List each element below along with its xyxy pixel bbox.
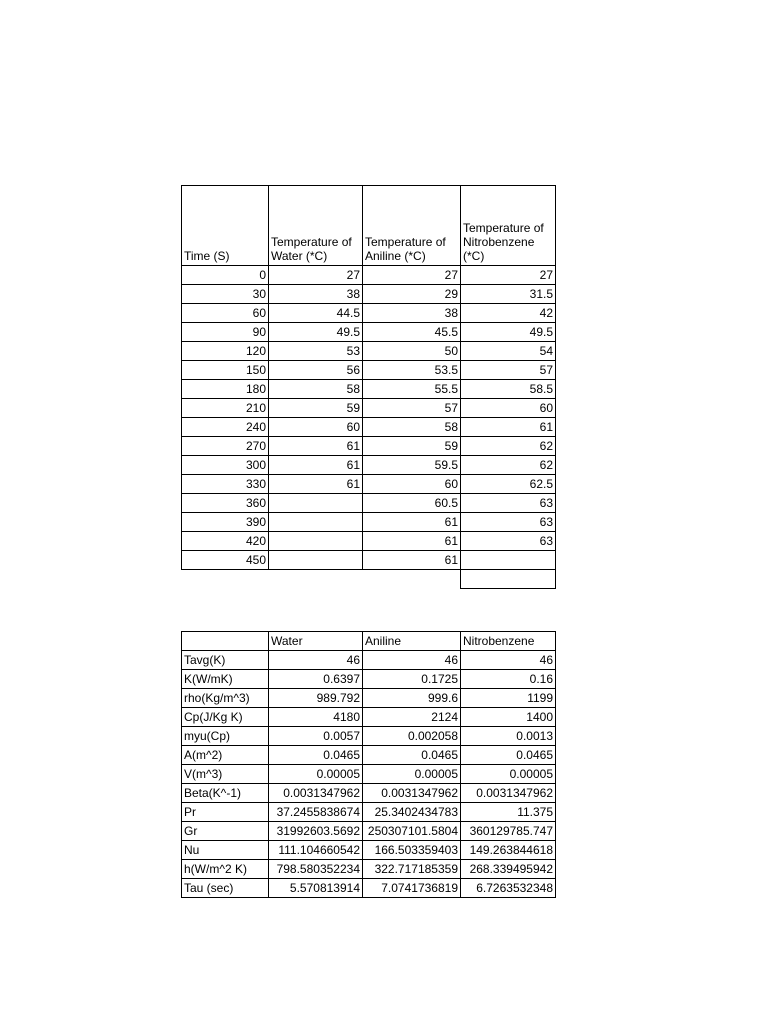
table-row: [182, 437, 556, 456]
table-cell: 360129785.747: [461, 822, 556, 841]
temperature-table-header-cell: Temperature of Aniline (*C): [363, 186, 461, 266]
table-cell: 0.0057: [269, 727, 363, 746]
table-cell: 1400: [461, 708, 556, 727]
table-cell: 30: [182, 285, 269, 304]
table-cell: 0.1725: [363, 670, 461, 689]
table-cell: 59: [363, 437, 461, 456]
table-row: [182, 689, 556, 708]
table-cell: 37.2455838674: [269, 803, 363, 822]
table-row: [182, 670, 556, 689]
table-row: [182, 651, 556, 670]
table-cell: 31992603.5692: [269, 822, 363, 841]
table-cell: 300: [182, 456, 269, 475]
table-row: [182, 551, 556, 570]
table-cell: 62: [461, 456, 556, 475]
table-cell: 60: [182, 304, 269, 323]
table-cell: 0.0013: [461, 727, 556, 746]
table-cell: 0.0031347962: [269, 784, 363, 803]
table-cell: 54: [461, 342, 556, 361]
table-cell: 2124: [363, 708, 461, 727]
table-cell: 360: [182, 494, 269, 513]
table-cell: 46: [461, 651, 556, 670]
property-label: Gr: [182, 822, 269, 841]
table-cell: 250307101.5804: [363, 822, 461, 841]
table-cell: 63: [461, 513, 556, 532]
table-cell: 268.339495942: [461, 860, 556, 879]
table-cell: 999.6: [363, 689, 461, 708]
property-label: Beta(K^-1): [182, 784, 269, 803]
table-cell: 0.002058: [363, 727, 461, 746]
table-cell: 149.263844618: [461, 841, 556, 860]
table-cell: 45.5: [363, 323, 461, 342]
table-cell: 55.5: [363, 380, 461, 399]
table-cell: 270: [182, 437, 269, 456]
table-cell: 11.375: [461, 803, 556, 822]
property-label: Tau (sec): [182, 879, 269, 898]
table-cell: [269, 494, 363, 513]
table-cell: 53: [269, 342, 363, 361]
table-cell: 61: [363, 551, 461, 570]
property-label: Nu: [182, 841, 269, 860]
table-cell: 7.0741736819: [363, 879, 461, 898]
table-cell: 59: [269, 399, 363, 418]
table-row: [182, 513, 556, 532]
table-cell: 61: [269, 475, 363, 494]
table-cell: 180: [182, 380, 269, 399]
temperature-table-header-cell: Temperature of Water (*C): [269, 186, 363, 266]
table-cell: 61: [363, 532, 461, 551]
table-cell: 0.0465: [363, 746, 461, 765]
table-cell: 61: [269, 456, 363, 475]
table-cell: 210: [182, 399, 269, 418]
table-row: [182, 361, 556, 380]
table-cell: 57: [461, 361, 556, 380]
properties-table-header-cell: Water: [269, 632, 363, 651]
table-cell: 120: [182, 342, 269, 361]
table-row: [182, 746, 556, 765]
table-cell: 38: [363, 304, 461, 323]
table-row: [182, 399, 556, 418]
table-cell: 390: [182, 513, 269, 532]
table-cell: 150: [182, 361, 269, 380]
table-cell: 53.5: [363, 361, 461, 380]
table-cell: 57: [363, 399, 461, 418]
table-cell: 322.717185359: [363, 860, 461, 879]
property-label: A(m^2): [182, 746, 269, 765]
table-row: [182, 803, 556, 822]
table-row: [182, 708, 556, 727]
table-cell: [461, 570, 556, 589]
properties-table: [181, 631, 556, 898]
table-row: [182, 532, 556, 551]
table-row: [182, 285, 556, 304]
table-cell: 0.0031347962: [363, 784, 461, 803]
table-cell: 25.3402434783: [363, 803, 461, 822]
table-cell: 61: [363, 513, 461, 532]
table-cell: 44.5: [269, 304, 363, 323]
property-label: rho(Kg/m^3): [182, 689, 269, 708]
properties-table-header-cell: Aniline: [363, 632, 461, 651]
table-cell: 62: [461, 437, 556, 456]
table-cell: 46: [269, 651, 363, 670]
table-cell: 29: [363, 285, 461, 304]
table-cell: 27: [461, 266, 556, 285]
table-cell: 5.570813914: [269, 879, 363, 898]
table-cell: [269, 513, 363, 532]
table-cell: 420: [182, 532, 269, 551]
table-cell: 42: [461, 304, 556, 323]
table-cell: 0.16: [461, 670, 556, 689]
table-row: [182, 765, 556, 784]
property-label: V(m^3): [182, 765, 269, 784]
table-cell: 63: [461, 532, 556, 551]
table-cell: 62.5: [461, 475, 556, 494]
table-cell: [363, 570, 461, 589]
table-cell: 0.6397: [269, 670, 363, 689]
table-cell: 90: [182, 323, 269, 342]
table-cell: 4180: [269, 708, 363, 727]
table-cell: 56: [269, 361, 363, 380]
table-row: [182, 342, 556, 361]
table-row: [182, 323, 556, 342]
table-cell: 0.0031347962: [461, 784, 556, 803]
table-row: [182, 860, 556, 879]
property-label: Cp(J/Kg K): [182, 708, 269, 727]
property-label: myu(Cp): [182, 727, 269, 746]
table-row: [182, 841, 556, 860]
table-row-empty: [182, 570, 556, 589]
table-cell: 0.0465: [461, 746, 556, 765]
table-cell: 330: [182, 475, 269, 494]
table-cell: 49.5: [461, 323, 556, 342]
table-cell: 240: [182, 418, 269, 437]
table-cell: 46: [363, 651, 461, 670]
table-cell: 0.00005: [269, 765, 363, 784]
table-cell: 60: [363, 475, 461, 494]
table-cell: 0.00005: [363, 765, 461, 784]
table-row: [182, 784, 556, 803]
temperature-table-header-cell: Time (S): [182, 186, 269, 266]
table-row: [182, 822, 556, 841]
table-cell: 58: [269, 380, 363, 399]
table-cell: 111.104660542: [269, 841, 363, 860]
property-label: h(W/m^2 K): [182, 860, 269, 879]
table-cell: 38: [269, 285, 363, 304]
table-cell: 450: [182, 551, 269, 570]
table-cell: 1199: [461, 689, 556, 708]
property-label: Pr: [182, 803, 269, 822]
table-cell: 58: [363, 418, 461, 437]
table-cell: [269, 551, 363, 570]
table-row: [182, 380, 556, 399]
temperature-table-header-cell: Temperature of Nitrobenzene (*C): [461, 186, 556, 266]
table-cell: 60: [269, 418, 363, 437]
table-cell: 27: [269, 266, 363, 285]
table-cell: 0.0465: [269, 746, 363, 765]
table-cell: 49.5: [269, 323, 363, 342]
table-cell: 63: [461, 494, 556, 513]
table-row: [182, 879, 556, 898]
table-row: [182, 304, 556, 323]
table-cell: 6.7263532348: [461, 879, 556, 898]
table-cell: 58.5: [461, 380, 556, 399]
table-cell: 798.580352234: [269, 860, 363, 879]
table-cell: 166.503359403: [363, 841, 461, 860]
table-cell: 61: [269, 437, 363, 456]
table-row: [182, 727, 556, 746]
table-cell: 60: [461, 399, 556, 418]
table-cell: 989.792: [269, 689, 363, 708]
table-cell: [269, 532, 363, 551]
table-cell: [182, 570, 269, 589]
properties-table-header-cell: Nitrobenzene: [461, 632, 556, 651]
table-row: [182, 475, 556, 494]
temperature-table-header-row: [182, 186, 556, 266]
properties-table-header-row: [182, 632, 556, 651]
table-cell: [461, 551, 556, 570]
table-row: [182, 494, 556, 513]
table-cell: 27: [363, 266, 461, 285]
table-cell: [269, 570, 363, 589]
property-label: K(W/mK): [182, 670, 269, 689]
property-label: Tavg(K): [182, 651, 269, 670]
table-cell: 61: [461, 418, 556, 437]
properties-table-header-cell: [182, 632, 269, 651]
table-row: [182, 418, 556, 437]
table-cell: 50: [363, 342, 461, 361]
table-cell: 31.5: [461, 285, 556, 304]
table-row: [182, 456, 556, 475]
table-cell: 0.00005: [461, 765, 556, 784]
table-cell: 60.5: [363, 494, 461, 513]
table-row: [182, 266, 556, 285]
table-cell: 0: [182, 266, 269, 285]
table-cell: 59.5: [363, 456, 461, 475]
temperature-table: [181, 185, 556, 589]
